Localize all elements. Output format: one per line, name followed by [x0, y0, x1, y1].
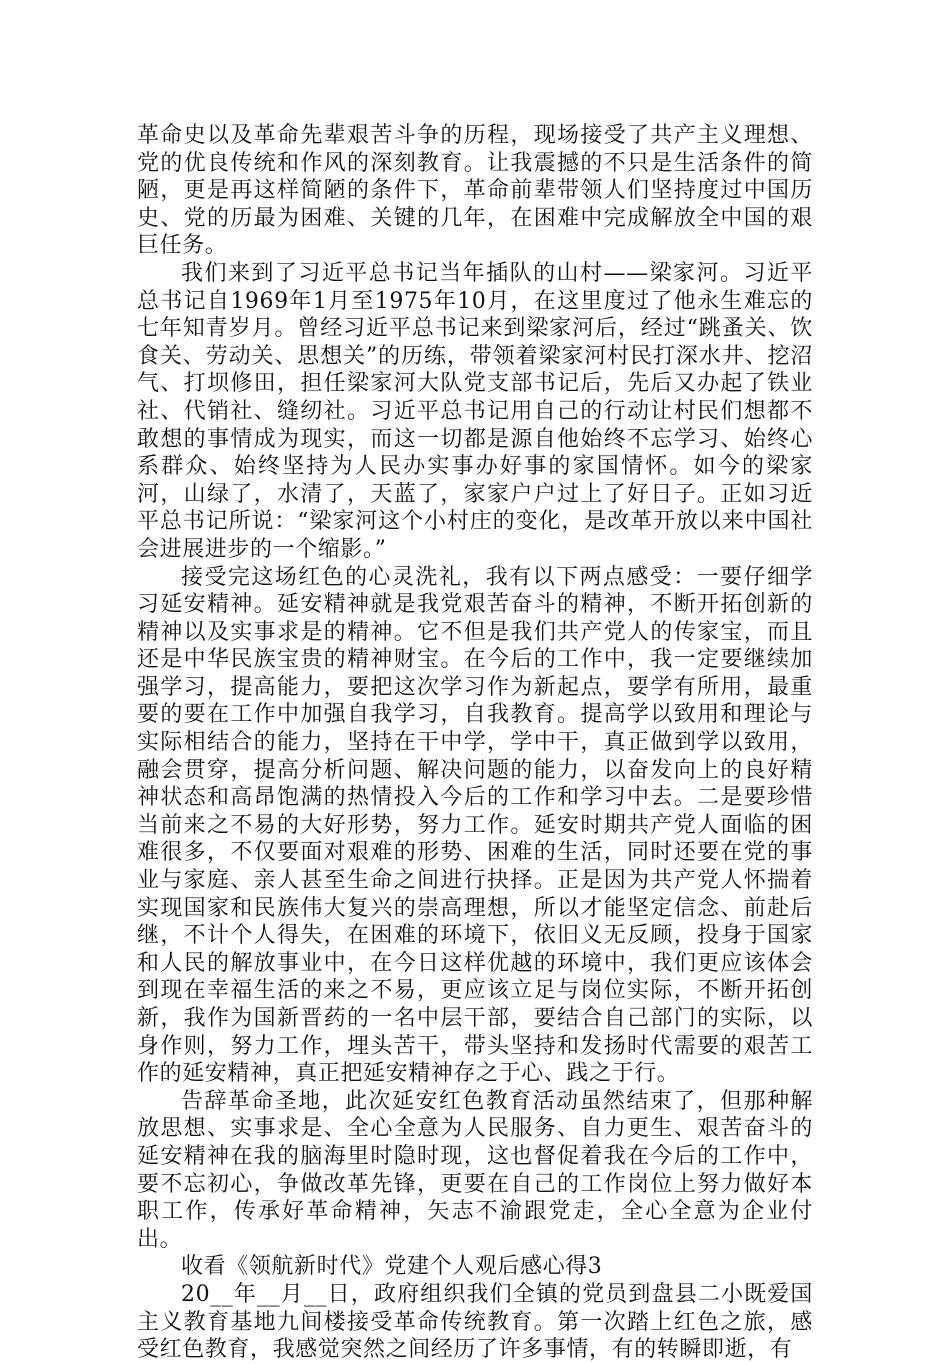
paragraph-farewell: 告辞革命圣地，此次延安红色教育活动虽然结束了，但那种解放思想、实事求是、全心全意为人民服务、自力更生、艰苦奋斗的延安精神在我的脑海里时隐时现，这也督促着我在今后的工作中，要不忘初心，争做改革先锋，更要在自己的工作岗位上努力做好本职工作，传承好革命精神，矢志不渝跟党走，全心全意为企业付出。 — [137, 1088, 813, 1252]
paragraph-liangjiahe: 我们来到了习近平总书记当年插队的山村——梁家河。习近平总书记自1969年1月至1975年10月，在这里度过了他永生难忘的七年知青岁月。曾经习近平总书记来到梁家河后，经过“跳蚤关、饮食关、劳动关、思想关”的历练，带领着梁家河村民打深水井、挖沼气、打坝修田，担任梁家河大队党支部书记后，先后又办起了铁业社、代销社、缝纫社。习近平总书记用自己的行动让村民们想都不敢想的事情成为现实，而这一切都是源自他始终不忘学习、始终心系群众、始终坚持为人民办实事办好事的家国情怀。如今的梁家河，山绿了，水清了，天蓝了，家家户户过上了好日子。正如习近平总书记所说：“梁家河这个小村庄的变化，是改革开放以来中国社会进展进步的一个缩影。” — [137, 260, 813, 562]
paragraph-continuation: 革命史以及革命先辈艰苦斗争的历程，现场接受了共产主义理想、党的优良传统和作风的深刻教育。让我震撼的不只是生活条件的简陋，更是再这样简陋的条件下，革命前辈带领人们坚持度过中国历史、党的历最为困难、关键的几年，在困难中完成解放全中国的艰巨任务。 — [137, 123, 813, 259]
document-body — [137, 122, 813, 1364]
paragraph-new-section: 20__年__月__日，政府组织我们全镇的党员到盘县二小既爱国主义教育基地九间楼接受革命传统教育。第一次踏上红色之旅，感受红色教育，我感觉突然之间经历了许多事情，有的转瞬即逝，有 — [137, 1281, 813, 1363]
paragraph-reflections: 接受完这场红色的心灵洗礼，我有以下两点感受：一要仔细学习延安精神。延安精神就是我党艰苦奋斗的精神，不断开拓创新的精神以及实事求是的精神。它不但是我们共产党人的传家宝，而且还是中华民族宝贵的精神财宝。在今后的工作中，我一定要继续加强学习，提高能力，要把这次学习作为新起点，要学有所用，最重要的要在工作中加强自我学习，自我教育。提高学以致用和理论与实际相结合的能力，坚持在干中学，学中干，真正做到学以致用，融会贯穿，提高分析问题、解决问题的能力，以奋发向上的良好精神状态和高昂饱满的热情投入今后的工作和学习中去。二是要珍惜当前来之不易的大好形势，努力工作。延安时期共产党人面临的困难很多，不仅要面对艰难的形势、困难的生活，同时还要在党的事业与家庭、亲人甚至生命之间进行抉择。正是因为共产党人怀揣着实现国家和民族伟大复兴的崇高理想，所以才能坚定信念、前赴后继，不计个人得失，在困难的环境下，依旧义无反顾，投身于国家和人民的解放事业中，在今日这样优越的环境中，我们更应该体会到现在幸福生活的来之不易，更应该立足与岗位实际，不断开拓创新，我作为国新晋药的一名中层干部，要结合自己部门的实际，以身作则，努力工作，埋头苦干，带头坚持和发扬时代需要的艰苦工作的延安精神，真正把延安精神存之于心、践之于行。 — [137, 564, 813, 1087]
section-heading: 收看《领航新时代》党建个人观后感心得3 — [181, 1254, 603, 1280]
